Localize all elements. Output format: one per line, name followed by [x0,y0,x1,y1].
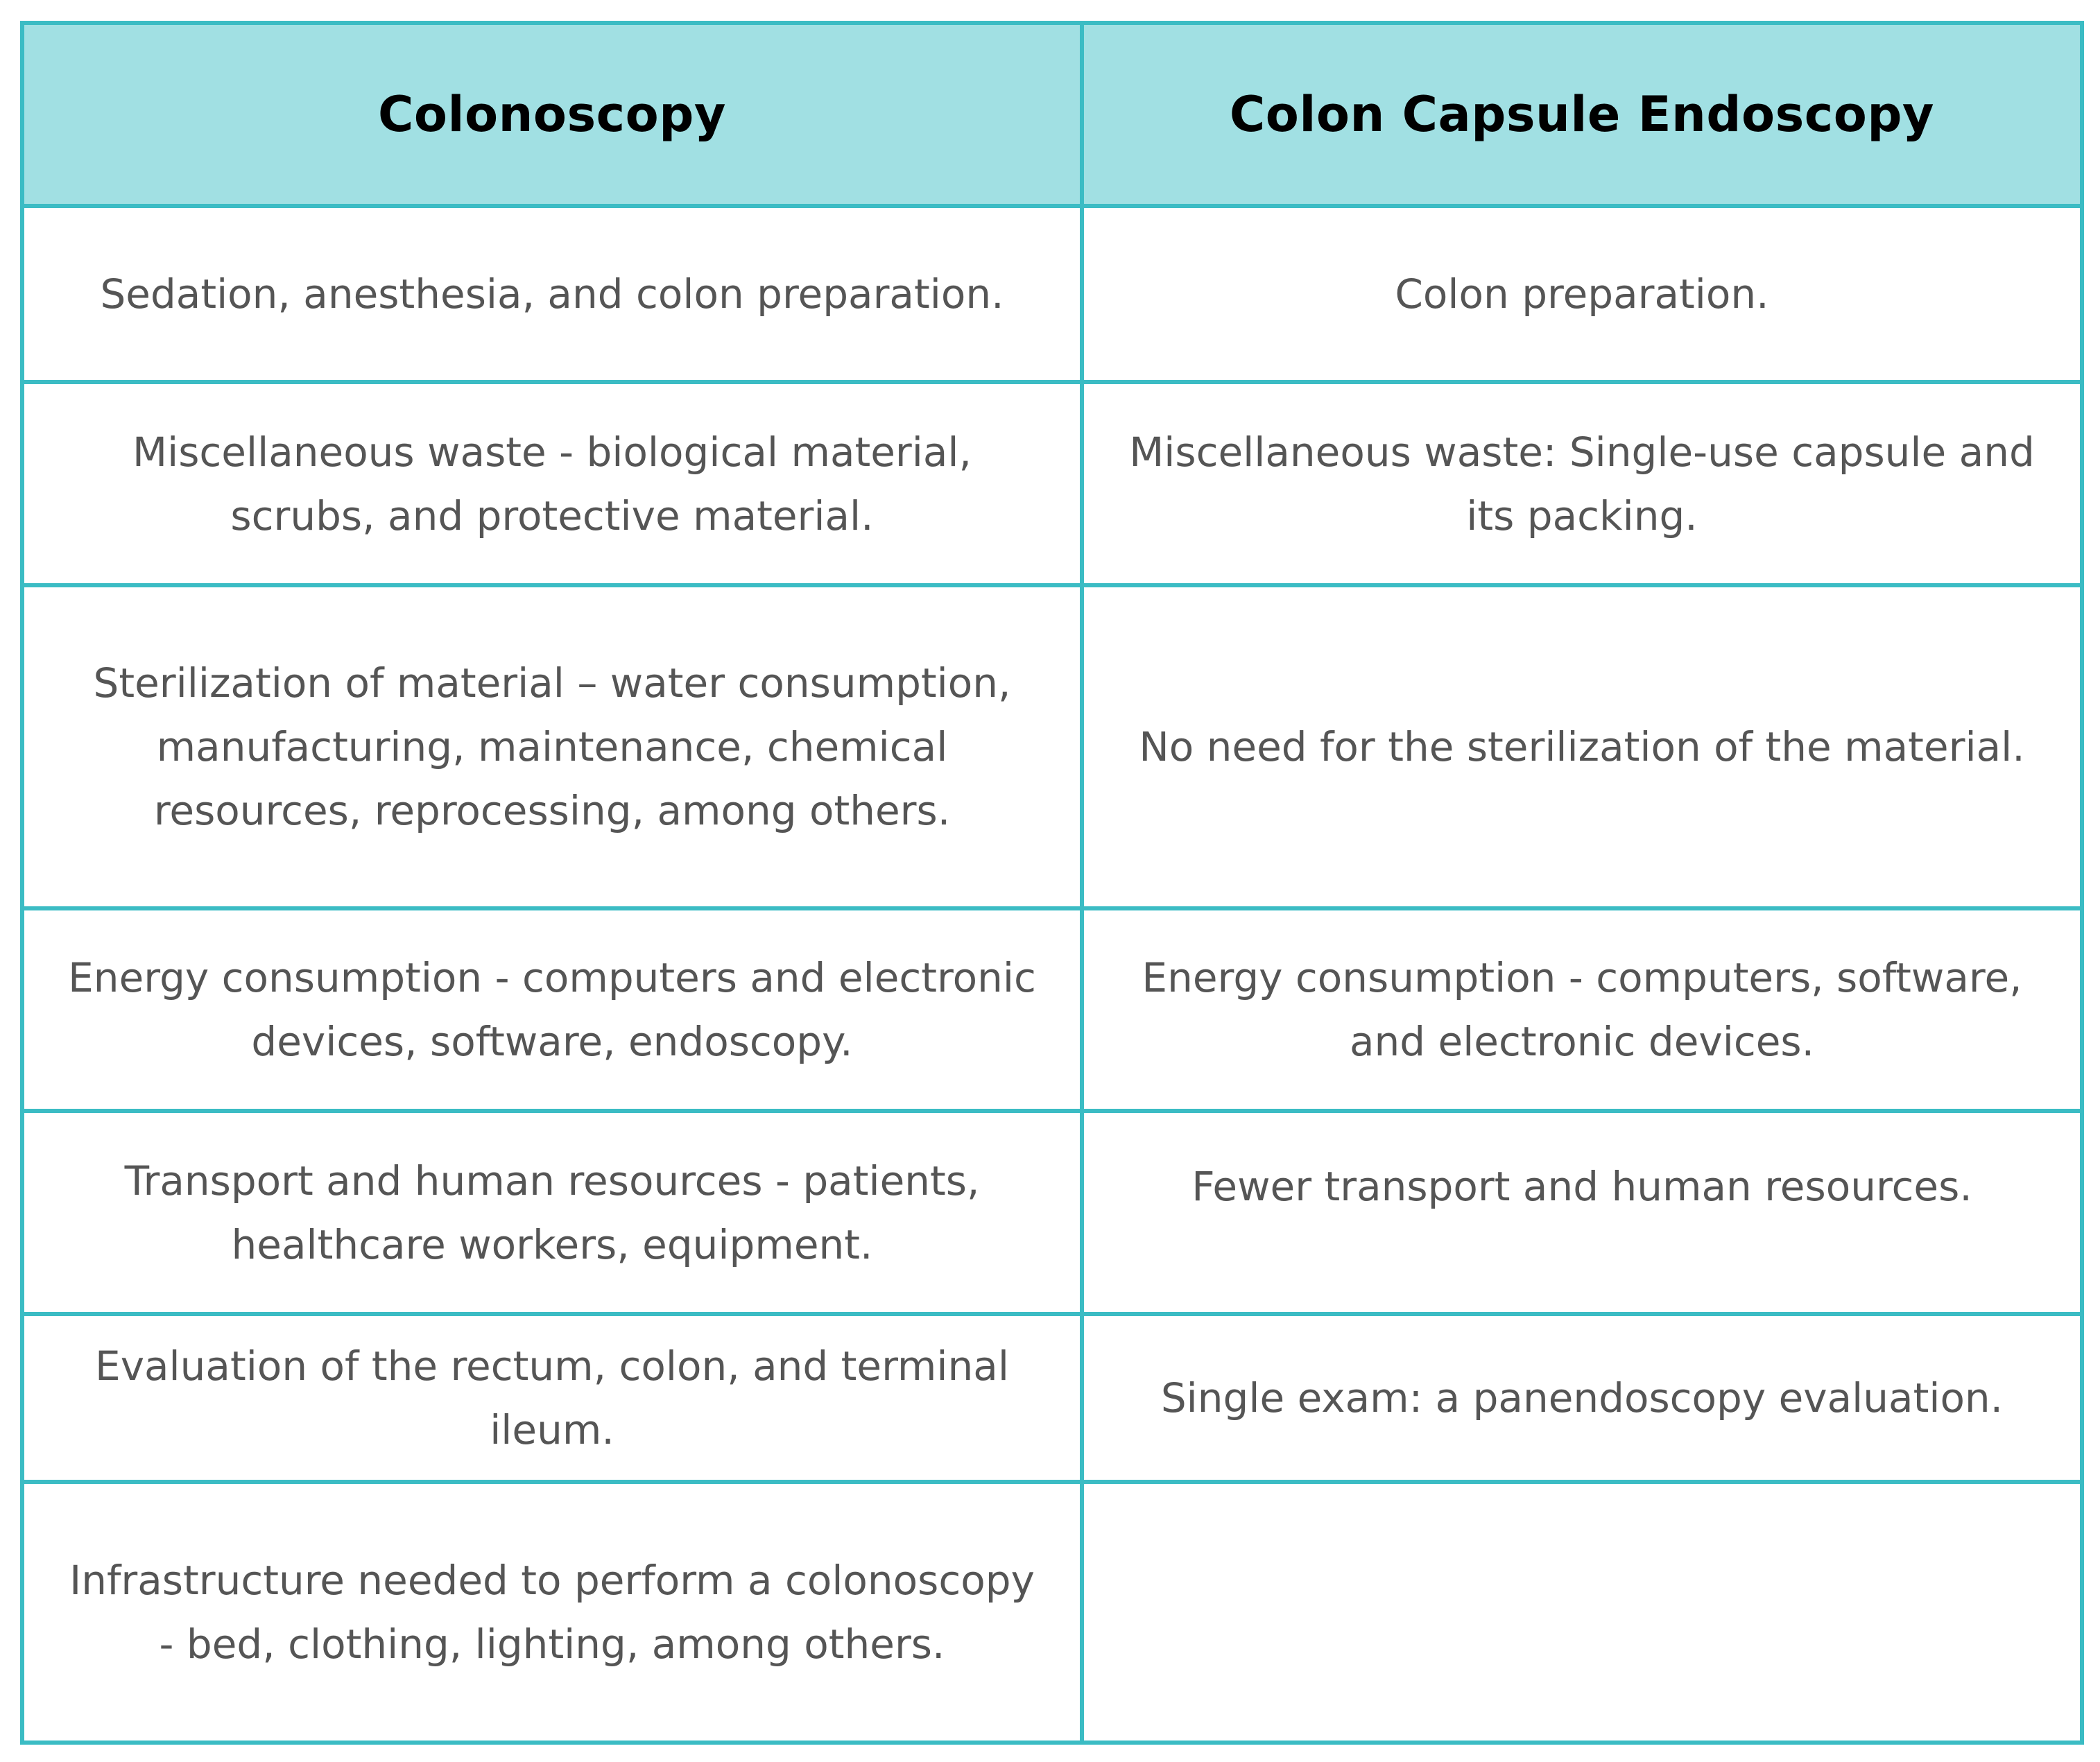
cell-capsule-empty [1082,1482,2082,1743]
cell-colonoscopy: Transport and human resources - patients, healthcare workers, equipment. [22,1111,1082,1314]
cell-capsule: No need for the sterilization of the material. [1082,585,2082,908]
cell-capsule: Single exam: a panendoscopy evaluation. [1082,1314,2082,1482]
table-row [22,908,2082,1111]
comparison-table [20,21,2084,1745]
cell-colonoscopy: Sedation, anesthesia, and colon preparation. [22,206,1082,382]
cell-colonoscopy: Sterilization of material – water consumption, manufacturing, maintenance, chemical resources, reprocessing, among others. [22,585,1082,908]
header-row [22,23,2082,206]
table-row [22,206,2082,382]
header-colonoscopy: Colonoscopy [22,23,1082,206]
cell-colonoscopy: Miscellaneous waste - biological material, scrubs, and protective material. [22,382,1082,585]
cell-colonoscopy: Infrastructure needed to perform a colonoscopy - bed, clothing, lighting, among others. [22,1482,1082,1743]
table-row [22,1482,2082,1743]
cell-colonoscopy: Energy consumption - computers and electronic devices, software, endoscopy. [22,908,1082,1111]
table-row [22,382,2082,585]
cell-capsule: Fewer transport and human resources. [1082,1111,2082,1314]
table-row [22,1314,2082,1482]
cell-colonoscopy: Evaluation of the rectum, colon, and terminal ileum. [22,1314,1082,1482]
table-row [22,1111,2082,1314]
table-row [22,585,2082,908]
cell-capsule: Miscellaneous waste: Single-use capsule and its packing. [1082,382,2082,585]
header-colon-capsule-endoscopy: Colon Capsule Endoscopy [1082,23,2082,206]
cell-capsule: Energy consumption - computers, software, and electronic devices. [1082,908,2082,1111]
cell-capsule: Colon preparation. [1082,206,2082,382]
